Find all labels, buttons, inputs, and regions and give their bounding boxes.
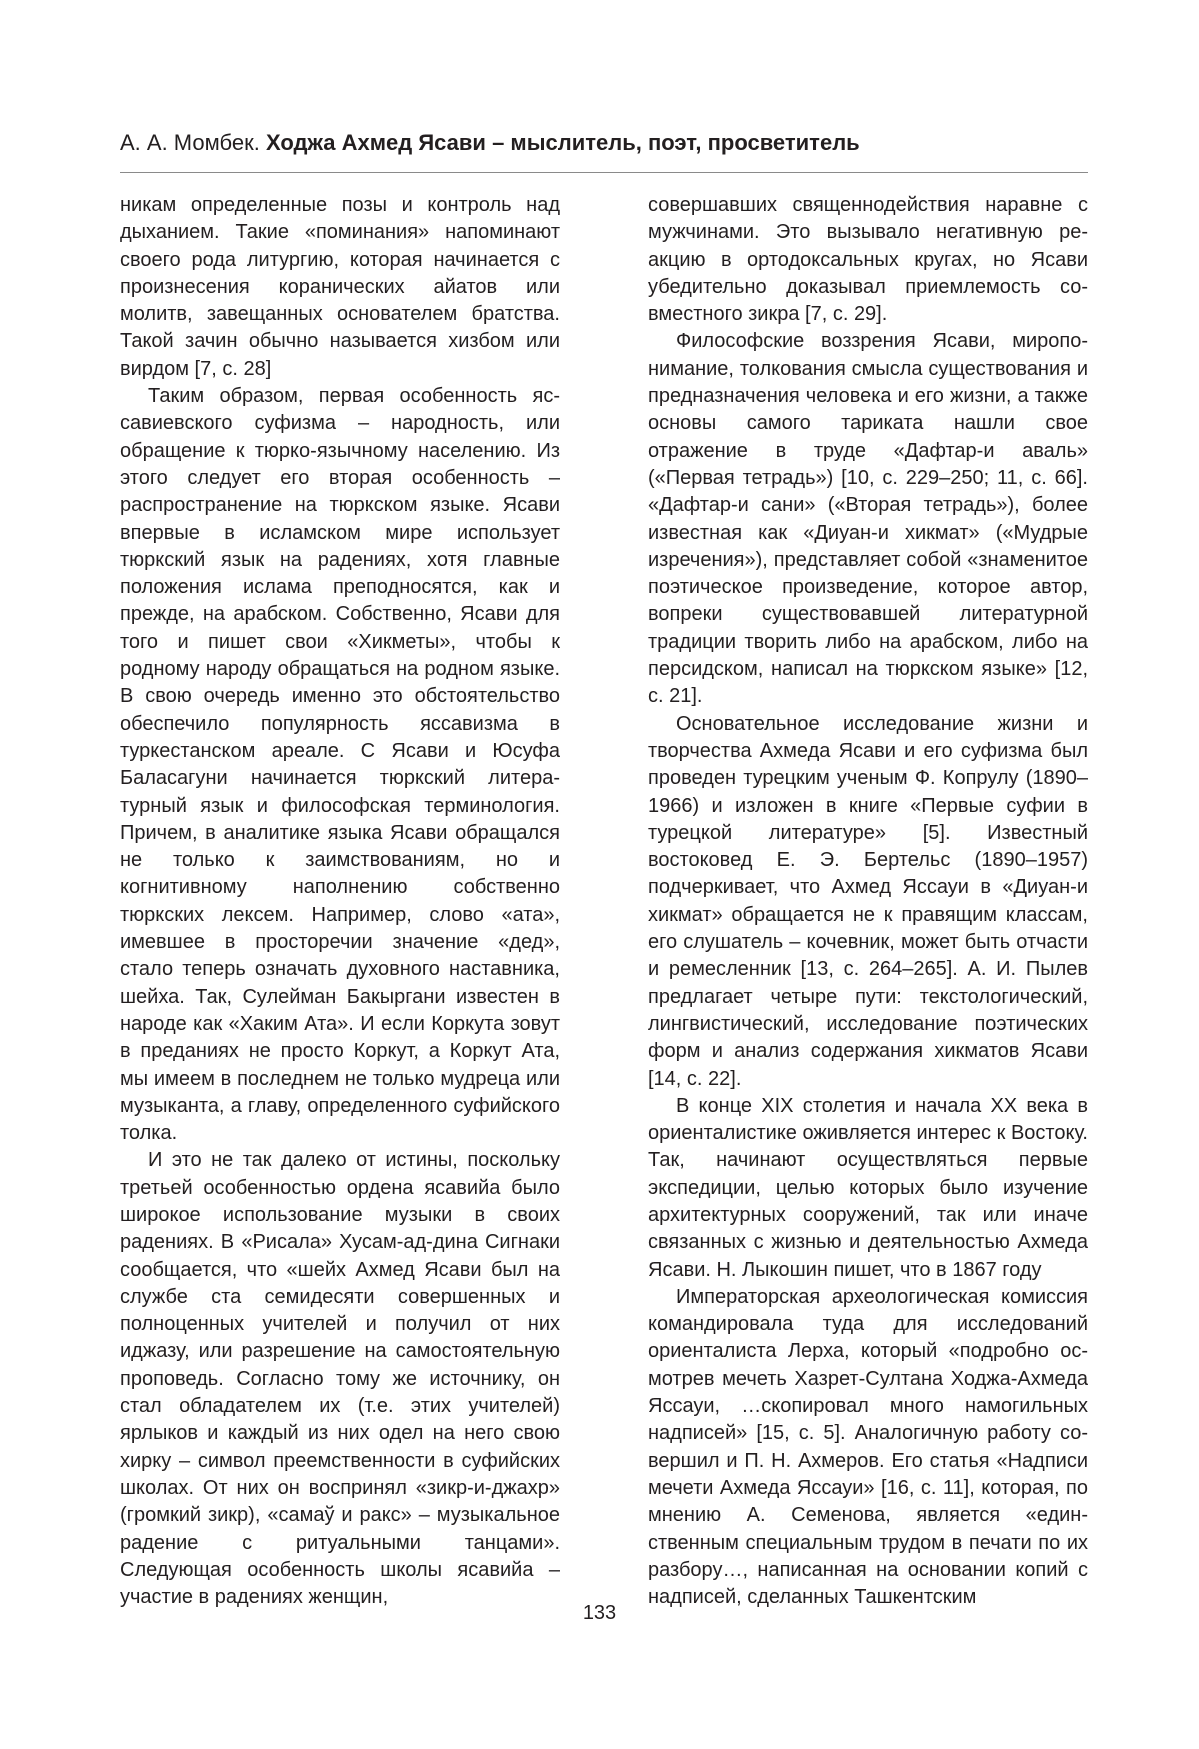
page-number: 133: [582, 1602, 617, 1624]
paragraph: Императорская археологическая комиссия командировала туда для исследований ориенталиста Лерха, который «подробно осмотрев мечеть Хазрет-Султана Ходжа-Ахмеда Яссауи, …скопировал много намогильных надписей» [15, с. 5]. Аналогичную работу совершил и П. Н. Ахмеров. Его статья «Надписи мечети Ахмеда Яссауи» [16, с. 11], которая, по мнению А. Семенова, является «единственным специальным трудом в печати по их разбору…, написанная на основании копий с надписей, сделанных Ташкентским: [648, 1285, 1088, 1609]
right-column: [648, 192, 1088, 1611]
header-author: А. А. Момбек.: [120, 130, 260, 155]
left-column: [120, 192, 560, 1611]
paragraph: Таким образом, первая особенность яссавиевского суфизма – народность, или обращение к тюрко-язычному населению. Из этого следует его вторая особенность – распространение на тюркском языке. Ясави впервые в исламском мире использует тюркский язык на радениях, хотя главные положения ислама преподносятся, как и прежде, на арабском. Собственно, Ясави для того и пишет свои «Хикметы», чтобы к родному народу обращаться на родном языке. В свою очередь именно это обстоятельство обеспечило популярность яссавизма в туркестанском ареале. С Ясави и Юсуфа Баласагуни начинается тюркский литературный язык и философская терминология. Причем, в аналитике языка Ясави обращался не только к заимствованиям, но и когнитивному наполнению собственно тюркских лексем. Например, слово «ата», имевшее в просторечии значение «дед», стало теперь означать духовного наставника, шейха. Так, Сулейман Бакыргани известен в народе как «Хаким Ата». И если Коркута зовут в преданиях не просто Коркут, а Коркут Ата, мы имеем в последнем не только мудреца или музыканта, а главу, определенного суфийского толка.: [120, 385, 560, 1145]
running-header: [120, 128, 1090, 158]
paragraph: И это не так далеко от истины, поскольку третьей особенностью ордена ясавийа было широкое использование музыки в своих радениях. В «Рисала» Хусам-ад-дина Сигнаки сообщается, что «шейх Ахмед Ясави был на службе ста семидесяти совершенных и полноценных учителей и получил от них иджазу, или разрешение на самостоятельную проповедь. Согласно тому же источнику, он стал обладателем их (т.е. этих учителей) ярлыков и каждый из них одел на него свою хирку – символ преемственности в суфийских школах. От них он воспринял «зикр-и-джахр» (громкий зикр), «самаў и ракс» – музыкальное радение с ритуальными танцами». Следующая особенность школы ясавийа – участие в радениях женщин,: [120, 1149, 560, 1609]
paragraph: В конце XIX столетия и начала XX века в ориенталистике оживляется интерес к Востоку. Так, начинают осуществляться первые экспедиции, целью которых было изучение архитектурных сооружений, так или иначе связанных с жизнью и деятельностью Ахмеда Ясави. Н. Лыкошин пишет, что в 1867 году: [648, 1094, 1088, 1281]
header-rule: [120, 172, 1088, 173]
paragraph: Основательное исследование жизни и творчества Ахмеда Ясави и его суфизма был проведен турецким ученым Ф. Копрулу (1890–1966) и изложен в книге «Первые суфии в турецкой литературе» [5]. Известный востоковед Е. Э. Бертельс (1890–1957) подчеркивает, что Ахмед Яссауи в «Диуан-и хикмат» обращается не к правящим классам, его слушатель – кочевник, может быть отчасти и ремесленник [13, с. 264–265]. А. И. Пылев предлагает четыре пути: текстологический, лингвистический, исследование поэтических форм и анализ содержания хикматов Ясави [14, с. 22].: [648, 712, 1088, 1090]
paragraph: Философские воззрения Ясави, миропонимание, толкования смысла существования и предназначения человека и его жизни, а также основы самого тариката нашли свое отражение в труде «Дафтар-и аваль» («Первая тетрадь») [10, с. 229–250; 11, с. 66]. «Дафтар-и сани» («Вторая тетрадь»), более известная как «Диуан-и хикмат» («Мудрые изречения»), представляет собой «знаменитое поэтическое произведение, которое автор, вопреки существовавшей литературной традиции творить либо на арабском, либо на персидском, написал на тюркском языке» [12, с. 21].: [648, 330, 1088, 708]
paragraph: никам определенные позы и контроль над дыханием. Такие «поминания» напоминают своего рода литургию, которая начинается с произнесения коранических айатов или молитв, завещанных основателем братства. Такой зачин обычно называется хизбом или вирдом [7, с. 28]: [120, 194, 560, 380]
paragraph: совершавших священнодействия наравне с мужчинами. Это вызывало негативную реакцию в ортодоксальных кругах, но Ясави убедительно доказывал приемлемость совместного зикра [7, с. 29].: [648, 194, 1088, 326]
header-title: Ходжа Ахмед Ясави – мыслитель, поэт, просветитель: [265, 130, 860, 155]
